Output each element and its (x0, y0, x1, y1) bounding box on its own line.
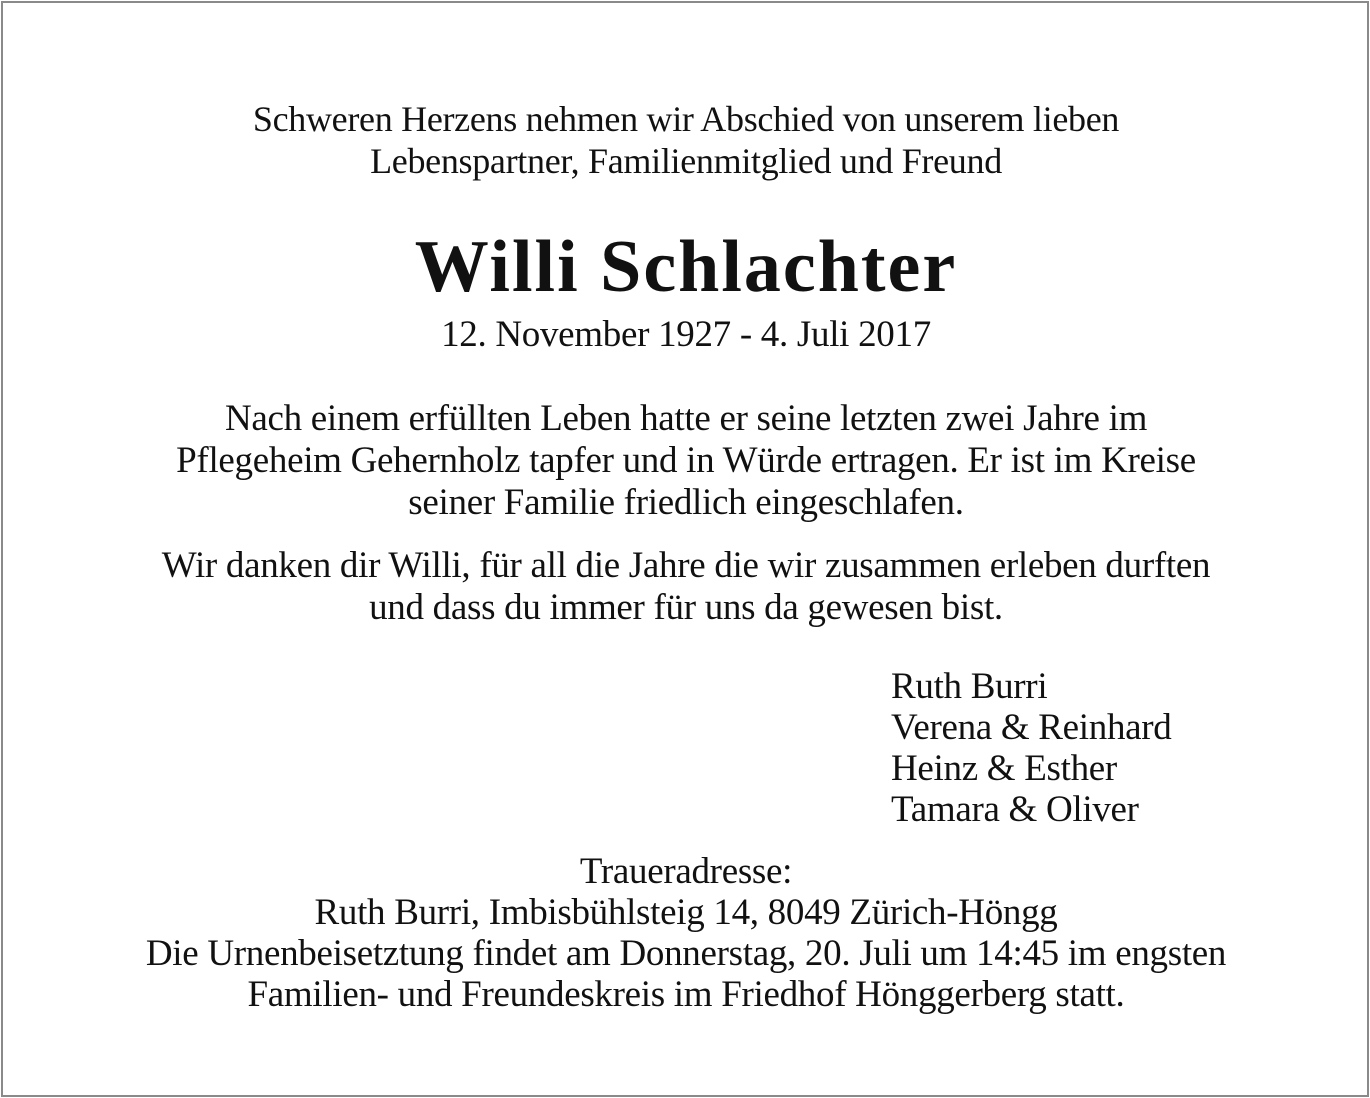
mourning-address: Ruth Burri, Imbisbühlsteig 14, 8049 Zürich-Höngg (314, 892, 1058, 933)
mourner-name: Ruth Burri (891, 666, 1048, 707)
thanks-line-2: und dass du immer für uns da gewesen bist. (369, 587, 1003, 628)
intro-line-1: Schweren Herzens nehmen wir Abschied von unserem lieben (252, 99, 1120, 139)
obituary-frame (1, 1, 1369, 1097)
mourner-name: Heinz & Esther (891, 748, 1117, 789)
thanks-line-1: Wir danken dir Willi, für all die Jahre die wir zusammen erleben durften (161, 545, 1211, 586)
life-dates: 12. November 1927 - 4. Juli 2017 (441, 314, 931, 355)
tribute-line-2: Pflegeheim Gehernholz tapfer und in Würde ertragen. Er ist im Kreise (176, 440, 1196, 481)
tribute-paragraph (3, 398, 1369, 524)
mourner-name: Verena & Reinhard (891, 707, 1172, 748)
tribute-line-1: Nach einem erfüllten Leben hatte er seine letzten zwei Jahre im (224, 398, 1148, 439)
ceremony-line-2: Familien- und Freundeskreis im Friedhof Hönggerberg statt. (247, 974, 1125, 1015)
intro-line-2: Lebenspartner, Familienmitglied und Freund (370, 141, 1002, 181)
mourner-name: Tamara & Oliver (891, 789, 1139, 830)
funeral-details (3, 851, 1369, 1015)
deceased-name: Willi Schlachter (414, 226, 958, 308)
ceremony-line-1: Die Urnenbeisetztung findet am Donnerstag, 20. Juli um 14:45 im engsten (145, 933, 1227, 974)
intro-text (3, 98, 1369, 182)
thanks-paragraph (3, 545, 1369, 629)
address-label: Traueradresse: (579, 851, 793, 892)
mourners-list (891, 666, 1172, 830)
tribute-line-3: seiner Familie friedlich eingeschlafen. (408, 482, 964, 523)
